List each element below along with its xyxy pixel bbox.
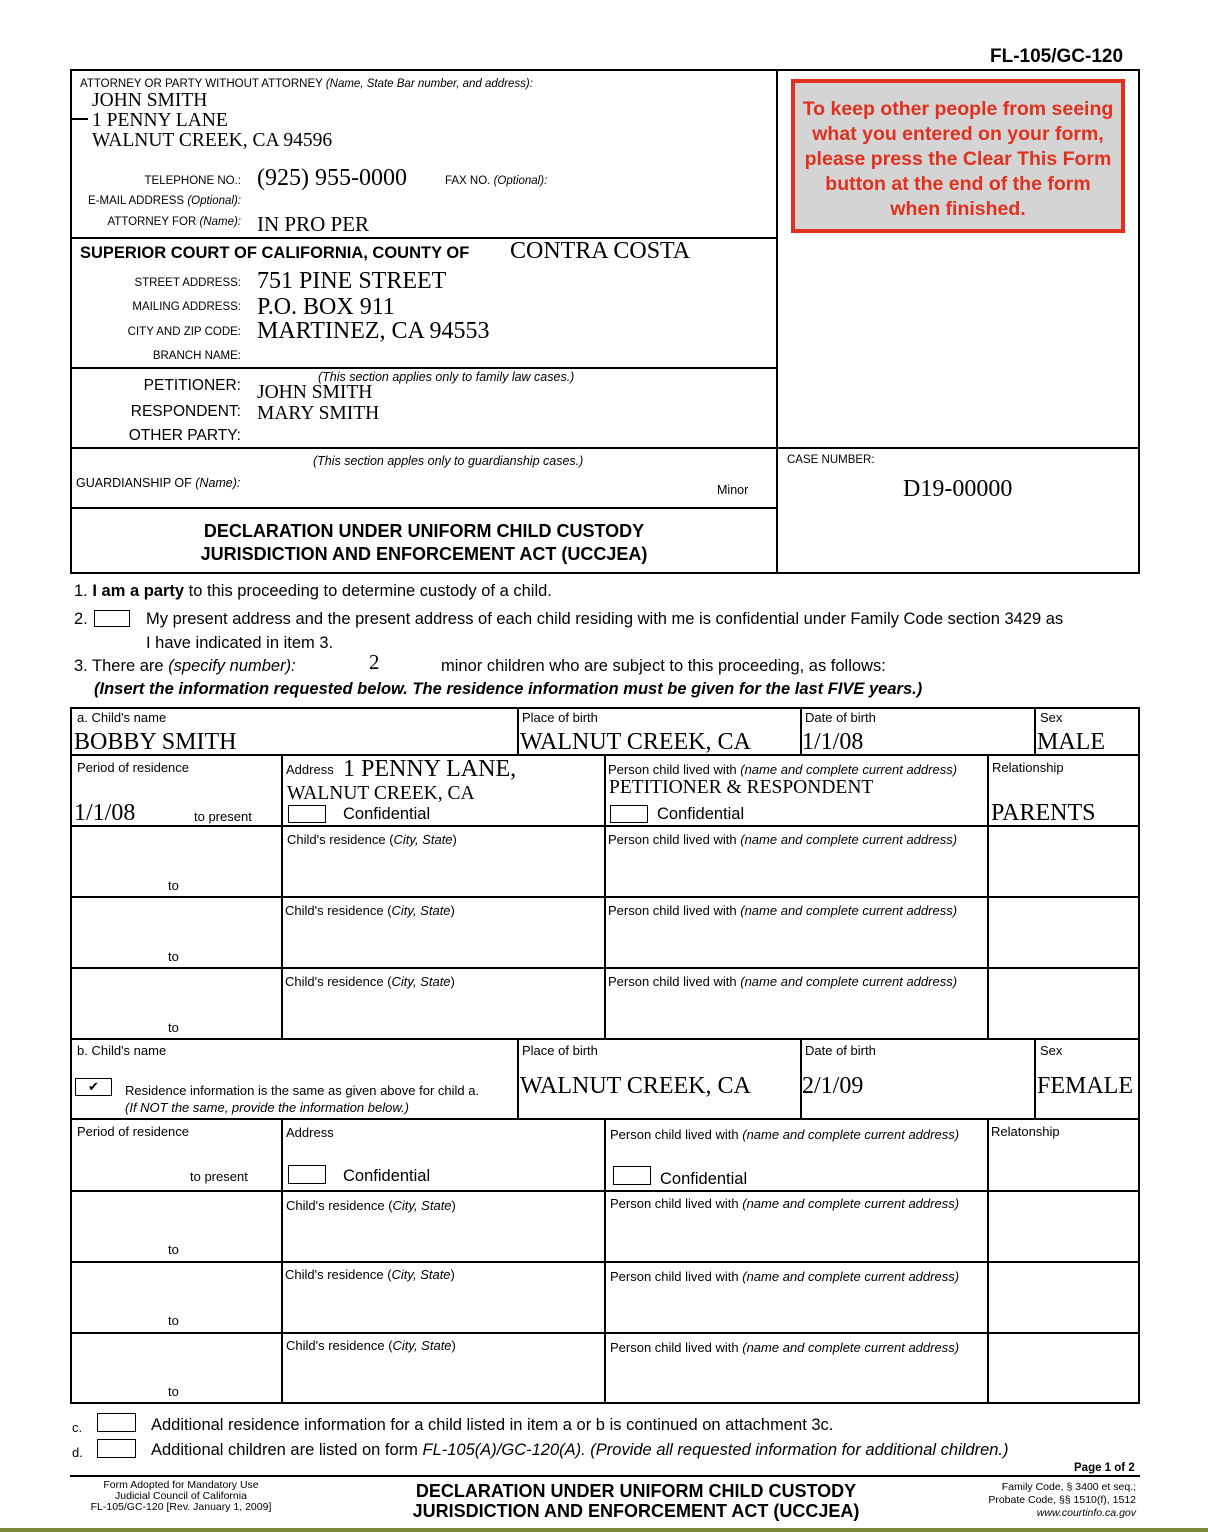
item-2-checkbox[interactable] (94, 610, 130, 627)
col-line-relation-b (987, 1118, 989, 1403)
col-line-sex-a (1034, 707, 1036, 755)
child-a-sex-field[interactable]: MALE (1037, 729, 1105, 755)
child-b-prior2-person-label: Person child lived with (name and complete current address) (610, 1269, 960, 1284)
court-city-field[interactable]: MARTINEZ, CA 94553 (257, 318, 490, 344)
child-a-to-present-label: to present (194, 809, 252, 824)
minor-label: Minor (717, 483, 749, 497)
clear-form-notice (791, 79, 1125, 233)
other-party-label: OTHER PARTY: (128, 427, 241, 444)
footer-right-line1: Family Code, § 3400 et seq.; (1001, 1481, 1136, 1493)
footer-right-line3: www.courtinfo.ca.gov (1036, 1507, 1136, 1519)
col-line-address-b (604, 1118, 606, 1403)
item-3-rest: minor children who are subject to this proceeding, as follows: (441, 657, 886, 675)
court-street-field[interactable]: 751 PINE STREET (257, 268, 447, 294)
child-a-sex-label: Sex (1040, 710, 1063, 725)
child-a-prior2-residence-label: Child's residence (City, State) (285, 903, 455, 918)
attorney-for-label: ATTORNEY FOR (Name): (107, 216, 241, 228)
item-2-text-line2: I have indicated in item 3. (146, 634, 334, 652)
item-2-number: 2. (74, 610, 88, 628)
child-b-dob-label: Date of birth (805, 1043, 876, 1058)
col-line-sex-b (1034, 1038, 1036, 1119)
child-a-period-from-field[interactable]: 1/1/08 (74, 800, 136, 826)
table-left-border (70, 707, 72, 1404)
footer-left (72, 1480, 290, 1513)
col-line-relation-a (987, 754, 989, 1039)
child-b-prior3-residence-label: Child's residence (City, State) (286, 1338, 456, 1353)
respondent-label: RESPONDENT: (130, 403, 241, 420)
child-b-prior2-to-label: to (168, 1313, 179, 1328)
page-bottom-edge (0, 1528, 1208, 1532)
item-3: 3. There are (specify number): (74, 657, 296, 675)
child-b-dob-field[interactable]: 2/1/09 (802, 1073, 864, 1099)
case-number-label: CASE NUMBER: (787, 454, 875, 466)
child-b-same-checkbox[interactable] (75, 1078, 112, 1096)
child-b-sex-label: Sex (1040, 1043, 1063, 1058)
mailing-address-label: MAILING ADDRESS: (132, 301, 241, 313)
item-c-label: c. (72, 1420, 83, 1435)
street-address-label: STREET ADDRESS: (134, 277, 241, 289)
header-bottom-border (70, 572, 1140, 574)
form-title-line1: DECLARATION UNDER UNIFORM CHILD CUSTODY (203, 521, 645, 541)
child-b-relationship-label: Relatonship (991, 1124, 1060, 1139)
col-line-pob-b (517, 1038, 519, 1119)
item-d-label: d. (72, 1445, 83, 1460)
child-a-period-label: Period of residence (77, 760, 190, 775)
child-a-address-confidential-label: Confidential (343, 805, 431, 823)
child-b-prior3-person-label: Person child lived with (name and complete current address) (610, 1340, 960, 1355)
attorney-for-field[interactable]: IN PRO PER (257, 212, 370, 236)
item-d-checkbox[interactable] (97, 1439, 136, 1458)
attorney-city[interactable]: WALNUT CREEK, CA 94596 (92, 130, 333, 151)
child-b-to-present-label: to present (190, 1169, 248, 1184)
petitioner-label: PETITIONER: (143, 377, 241, 394)
col-line-pob-a (517, 707, 519, 755)
county-field[interactable]: CONTRA COSTA (510, 238, 691, 264)
col-line-address-a (604, 754, 606, 1039)
child-b-address-label: Address (286, 1125, 334, 1140)
child-b-pob-field[interactable]: WALNUT CREEK, CA (520, 1073, 751, 1099)
table-top-border (70, 707, 1140, 709)
item-2-text: My present address and the present address of each child residing with me is confidential under Family Code section 3429 as (146, 610, 1064, 628)
child-b-person-confidential-checkbox[interactable] (613, 1166, 651, 1185)
child-a-person-label: Person child lived with (name and complete current address) (608, 762, 958, 777)
footer-left-line3: FL-105/GC-120 [Rev. January 1, 2009] (90, 1501, 272, 1513)
child-a-pob-field[interactable]: WALNUT CREEK, CA (520, 729, 751, 755)
footer-left-line2: Judicial Council of California (115, 1490, 247, 1502)
child-a-relationship-label: Relationship (992, 760, 1064, 775)
child-a-person-confidential-label: Confidential (657, 805, 745, 823)
child-b-same-note: (If NOT the same, provide the information below.) (125, 1100, 409, 1115)
child-b-period-label: Period of residence (77, 1124, 190, 1139)
family-law-note: (This section applies only to family law cases.) (318, 370, 575, 384)
child-b-sex-field[interactable]: FEMALE (1037, 1073, 1133, 1099)
child-a-person-field[interactable]: PETITIONER & RESPONDENT (609, 777, 874, 798)
child-b-address-confidential-checkbox[interactable] (288, 1165, 326, 1184)
fax-label: FAX NO. (Optional): (445, 175, 548, 187)
email-label: E-MAIL ADDRESS (Optional): (88, 195, 241, 207)
child-a-dob-label: Date of birth (805, 710, 876, 725)
item-3-instruction: (Insert the information requested below. The residence information must be given for the last FIVE years.) (94, 680, 923, 698)
child-a-prior3-residence-label: Child's residence (City, State) (285, 974, 455, 989)
child-b-person-label: Person child lived with (name and complete current address) (610, 1127, 960, 1142)
item-d-text: Additional children are listed on form FL-105(A)/GC-120(A). (Provide all requested information for additional children.) (151, 1441, 1009, 1459)
telephone-field[interactable]: (925) 955-0000 (257, 165, 407, 191)
item-1: 1. I am a party to this proceeding to determine custody of a child. (74, 582, 552, 600)
child-b-prior3-to-label: to (168, 1384, 179, 1399)
attorney-tick (72, 118, 88, 120)
guardianship-note: (This section apples only to guardianship cases.) (313, 454, 584, 468)
child-a-relationship-field[interactable]: PARENTS (991, 800, 1096, 826)
child-a-prior2-to-label: to (168, 949, 179, 964)
child-b-prior1-to-label: to (168, 1242, 179, 1257)
child-a-address-confidential-checkbox[interactable] (288, 805, 326, 823)
respondent-field[interactable]: MARY SMITH (257, 403, 380, 424)
guardianship-section-top (70, 447, 1140, 449)
check-mark-icon: ✔ (88, 1079, 99, 1094)
telephone-label: TELEPHONE NO.: (144, 175, 241, 187)
col-line-period-b (281, 1118, 283, 1403)
child-a-prior3-to-label: to (168, 1020, 179, 1035)
child-a-address-field[interactable]: 1 PENNY LANE, (343, 756, 517, 782)
child-a-prior1-person-label: Person child lived with (name and complete current address) (608, 832, 958, 847)
child-a-name-label: a. Child's name (77, 710, 167, 725)
guardianship-label: GUARDIANSHIP OF (Name): (76, 476, 241, 490)
form-id: FL-105/GC-120 (990, 46, 1124, 67)
title-section-top (70, 507, 777, 509)
child-a-address-line2-field[interactable]: WALNUT CREEK, CA (287, 783, 475, 804)
footer-rule (70, 1475, 1140, 1477)
child-a-prior1-residence-label: Child's residence (City, State) (287, 832, 457, 847)
child-b-pob-label: Place of birth (522, 1043, 598, 1058)
header-right-border (1138, 69, 1140, 574)
party-section-top (70, 367, 777, 369)
attorney-label: ATTORNEY OR PARTY WITHOUT ATTORNEY (Name, State Bar number, and address): (80, 78, 533, 90)
attorney-street[interactable]: 1 PENNY LANE (92, 110, 228, 131)
footer-title-line2: JURISDICTION AND ENFORCEMENT ACT (UCCJEA) (412, 1501, 860, 1521)
child-b-same-text: Residence information is the same as given above for child a. (125, 1083, 480, 1098)
attorney-name[interactable]: JOHN SMITH (92, 90, 208, 111)
footer-right-line2: Probate Code, §§ 1510(f), 1512 (988, 1494, 1136, 1506)
child-a-pob-label: Place of birth (522, 710, 598, 725)
court-heading: SUPERIOR COURT OF CALIFORNIA, COUNTY OF (80, 244, 470, 262)
footer-right (930, 1481, 1136, 1520)
child-b-address-confidential-label: Confidential (343, 1167, 431, 1185)
child-b-prior1-person-label: Person child lived with (name and complete current address) (610, 1196, 960, 1211)
col-line-period-a (281, 754, 283, 1039)
child-count-field[interactable]: 2 (369, 650, 380, 674)
child-a-prior2-person-label: Person child lived with (name and complete current address) (608, 903, 958, 918)
city-zip-label: CITY AND ZIP CODE: (127, 326, 241, 338)
petitioner-field[interactable]: JOHN SMITH (257, 382, 373, 403)
header-left-border (70, 69, 72, 574)
footer-left-line1: Form Adopted for Mandatory Use (103, 1479, 259, 1491)
child-a-prior3-person-label: Person child lived with (name and complete current address) (608, 974, 958, 989)
clear-form-notice-text: To keep other people from seeing what you entered on your form, please press the Clear This Form button at the end of the form when finished. (802, 98, 1114, 220)
item-c-text: Additional residence information for a child listed in item a or b is continued on attachment 3c. (151, 1416, 834, 1434)
form-title-line2: JURISDICTION AND ENFORCEMENT ACT (UCCJEA) (200, 544, 648, 564)
child-b-prior2-residence-label: Child's residence (City, State) (285, 1267, 455, 1282)
court-mailing-field[interactable]: P.O. BOX 911 (257, 294, 395, 320)
child-a-person-confidential-checkbox[interactable] (610, 805, 648, 823)
page-number: Page 1 of 2 (1074, 1462, 1135, 1474)
header-top-border (70, 69, 1140, 71)
child-b-name-label: b. Child's name (77, 1043, 167, 1058)
footer-title-line1: DECLARATION UNDER UNIFORM CHILD CUSTODY (415, 1481, 857, 1501)
table-right-border (1138, 707, 1140, 1404)
child-b-person-confidential-label: Confidential (660, 1170, 748, 1188)
child-a-dob-field[interactable]: 1/1/08 (802, 729, 864, 755)
child-a-prior1-to-label: to (168, 878, 179, 893)
child-b-prior1-residence-label: Child's residence (City, State) (286, 1198, 456, 1213)
footer-title (330, 1481, 942, 1521)
child-a-address-label: Address (286, 762, 334, 777)
case-number-field[interactable]: D19-00000 (903, 476, 1013, 502)
form-title (72, 520, 776, 566)
item-c-checkbox[interactable] (97, 1413, 136, 1432)
child-a-name-field[interactable]: BOBBY SMITH (74, 729, 237, 755)
header-divider-vertical (776, 69, 778, 574)
branch-name-label: BRANCH NAME: (152, 350, 241, 362)
